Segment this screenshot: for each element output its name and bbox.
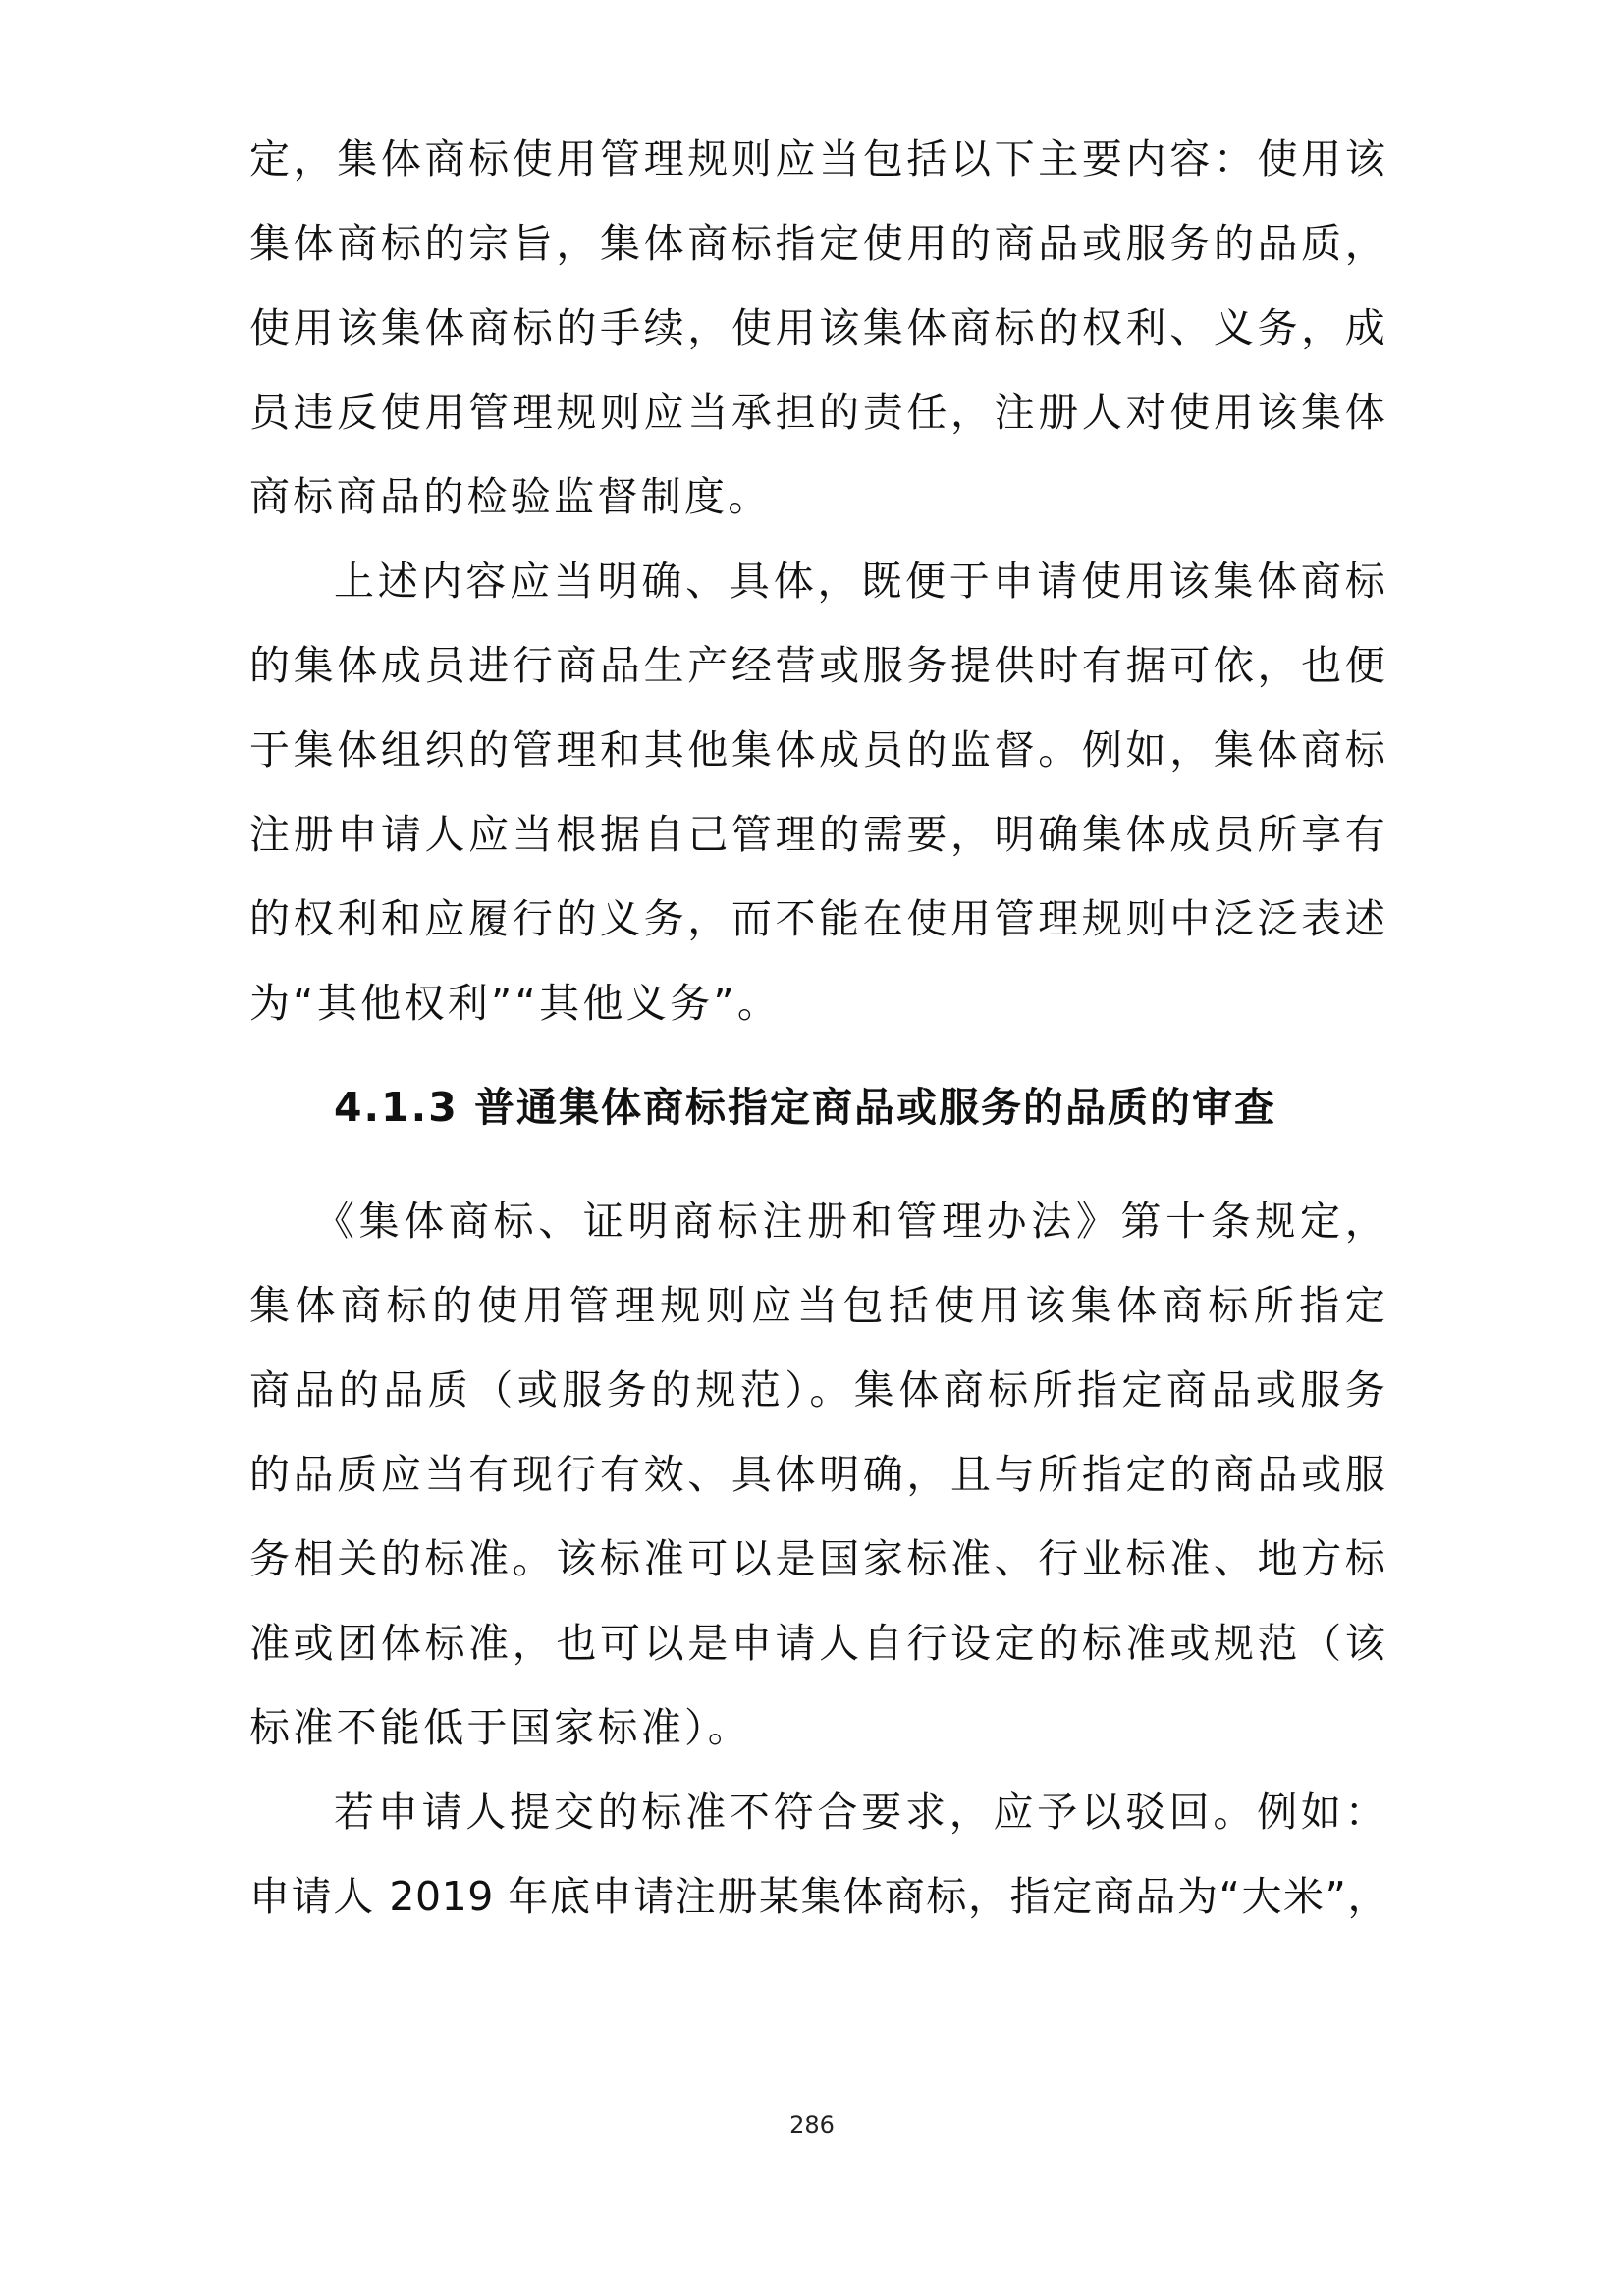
body-text-line: 务相关的标准。该标准可以是国家标准、行业标准、地方标 (249, 1535, 1388, 1582)
body-text-line: 定，集体商标使用管理规则应当包括以下主要内容：使用该 (249, 135, 1388, 183)
body-text-line: 商标商品的检验监督制度。 (249, 473, 772, 520)
body-text-line: 为“其他权利”“其他义务”。 (249, 980, 782, 1027)
body-text-line: 若申请人提交的标准不符合要求，应予以驳回。例如： (334, 1789, 1388, 1836)
body-text-line: 集体商标的宗旨，集体商标指定使用的商品或服务的品质， (249, 220, 1388, 267)
body-text-line: 的品质应当有现行有效、具体明确，且与所指定的商品或服 (249, 1451, 1388, 1498)
section-heading: 4.1.3 普通集体商标指定商品或服务的品质的审查 (334, 1084, 1277, 1131)
body-text-line: 的权利和应履行的义务，而不能在使用管理规则中泛泛表述 (249, 895, 1388, 942)
body-text-line: 准或团体标准，也可以是申请人自行设定的标准或规范（该 (249, 1620, 1388, 1667)
body-text-line: 上述内容应当明确、具体，既便于申请使用该集体商标 (334, 558, 1388, 605)
body-text-line: 的集体成员进行商品生产经营或服务提供时有据可依，也便 (249, 642, 1388, 689)
page-number: 286 (789, 2111, 835, 2139)
body-text-line: 员违反使用管理规则应当承担的责任，注册人对使用该集体 (249, 389, 1388, 436)
body-text-line: 集体商标的使用管理规则应当包括使用该集体商标所指定 (249, 1282, 1388, 1329)
body-text-line: 注册申请人应当根据自己管理的需要，明确集体成员所享有 (249, 811, 1388, 858)
body-text-line: 于集体组织的管理和其他集体成员的监督。例如，集体商标 (249, 726, 1388, 774)
body-text-line: 标准不能低于国家标准）。 (249, 1704, 752, 1751)
body-text-line: 使用该集体商标的手续，使用该集体商标的权利、义务，成 (249, 304, 1388, 351)
body-text-line: 申请人 2019 年底申请注册某集体商标，指定商品为“大米”， (249, 1873, 1388, 1920)
body-text-line: 商品的品质（或服务的规范）。集体商标所指定商品或服务 (249, 1366, 1388, 1414)
body-text-line: 《集体商标、证明商标注册和管理办法》第十条规定， (314, 1198, 1388, 1245)
